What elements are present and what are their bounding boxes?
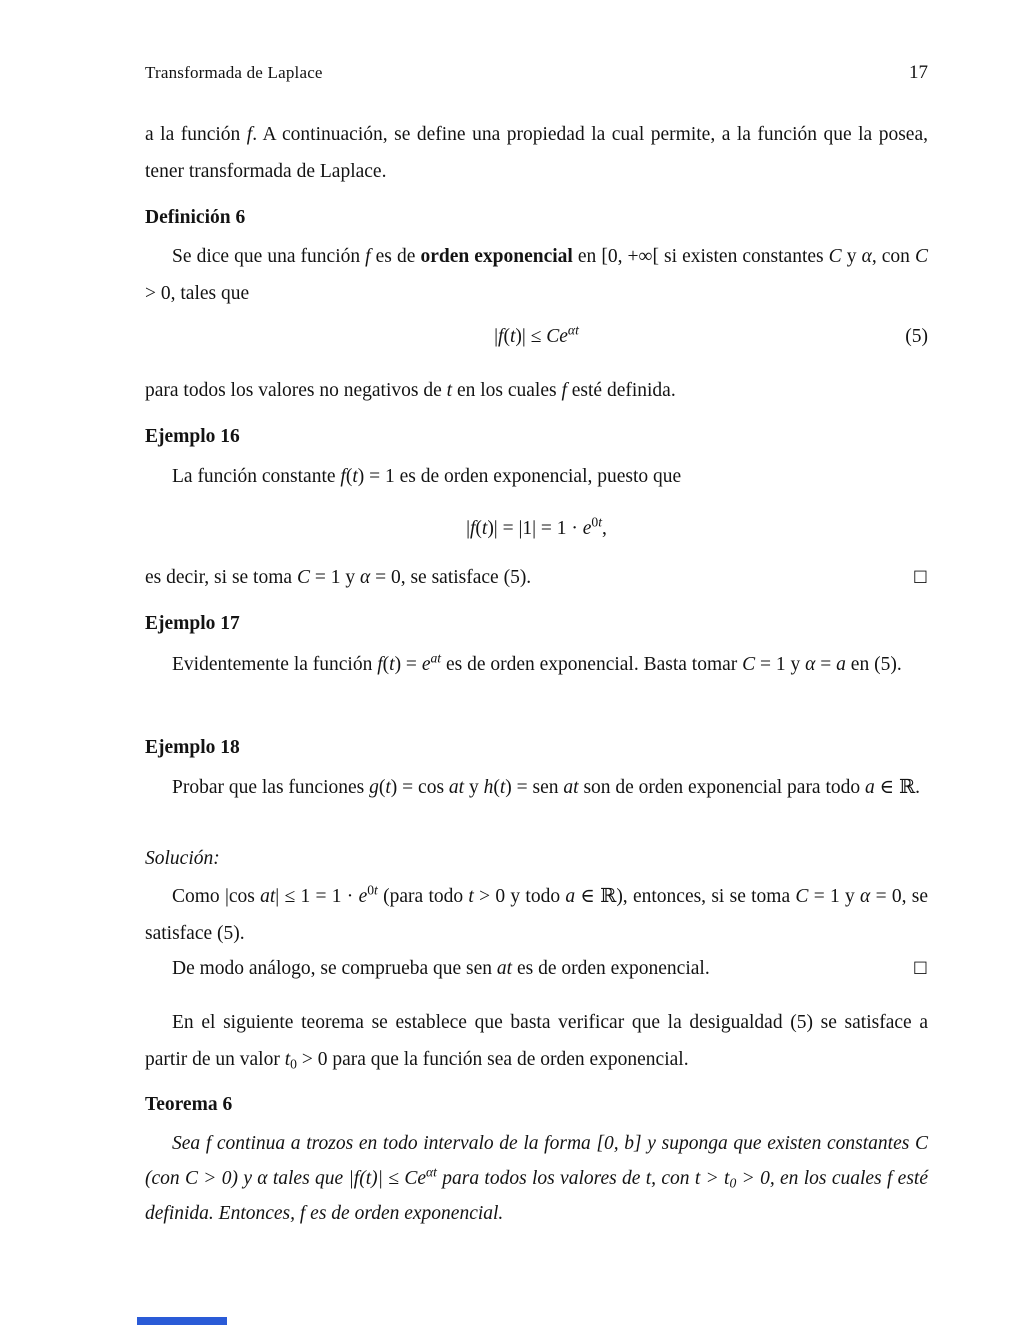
equation-5	[145, 318, 928, 356]
footer-link-marker	[137, 1317, 227, 1325]
equation-5-math: $|f(t)| \le Ce^{\alpha t}$	[494, 322, 579, 347]
paragraph-solucion-2	[145, 950, 928, 987]
paragraph-ejemplo-16-conclusion-text: es decir, si se toma C = 1 y α = 0, se satisface (5).	[145, 567, 532, 588]
equation-5-number: (5)	[905, 326, 928, 347]
paragraph-definicion-6-after: para todos los valores no negativos de t en los cuales f esté definida.	[145, 380, 676, 401]
heading-ejemplo-18: Ejemplo 18	[145, 737, 240, 758]
heading-definicion-6: Definición 6	[145, 207, 246, 228]
equation-ejemplo-16: $|f(t)| = |1| = 1 \cdot e^{0t}$,	[466, 514, 607, 539]
paragraph-definicion-6: Se dice que una función f es de orden exponencial en [0, +∞[ si existen constantes C y α, con C > 0, tales que	[145, 246, 929, 304]
heading-ejemplo-17: Ejemplo 17	[145, 613, 240, 634]
running-header-title: Transformada de Laplace	[145, 63, 323, 82]
paragraph-intro: a la función f. A continuación, se define una propiedad la cual permite, a la función que la posea, tener transformada de Laplace.	[145, 124, 928, 182]
paragraph-ejemplo-16-conclusion	[145, 559, 928, 596]
qed-symbol: □	[912, 957, 928, 976]
paragraph-solucion-2-text: De modo análogo, se comprueba que sen at es de orden exponencial.	[172, 958, 710, 979]
page-number: 17	[909, 62, 928, 83]
paragraph-teorema-6: Sea f continua a trozos en todo intervalo de la forma [0, b] y suponga que existen constantes C (con C > 0) y α tales que $|f(t)| \le Ce^{\alpha t}$ para todos los valores de t, con t > t0 > 0, en los cuales f esté definida. Entonces, f es de orden exponencial.	[145, 1133, 928, 1224]
heading-teorema-6: Teorema 6	[145, 1094, 233, 1115]
page-content	[145, 0, 928, 1325]
paragraph-ejemplo-18: Probar que las funciones g(t) = cos at y h(t) = sen at son de orden exponencial para todo a ∈ ℝ.	[172, 777, 921, 798]
heading-ejemplo-16: Ejemplo 16	[145, 426, 240, 447]
page-header	[145, 62, 928, 84]
paragraph-ejemplo-16: La función constante f(t) = 1 es de orden exponencial, puesto que	[172, 466, 682, 487]
heading-solucion: Solución:	[145, 848, 220, 869]
paragraph-solucion-1: Como |cos $at| \le 1 = 1 \cdot e^{0t}$ (para todo t > 0 y todo a ∈ ℝ), entonces, si se toma C = 1 y α = 0, se satisface (5).	[145, 882, 928, 944]
paragraph-ejemplo-17: Evidentemente la función $f(t) = e^{at}$ es de orden exponencial. Basta tomar C = 1 y α = a en (5).	[172, 650, 902, 675]
qed-symbol: □	[912, 566, 928, 585]
paragraph-teorema-lead: En el siguiente teorema se establece que basta verificar que la desigualdad (5) se satisface a partir de un valor t0 > 0 para que la función sea de orden exponencial.	[145, 1012, 928, 1072]
